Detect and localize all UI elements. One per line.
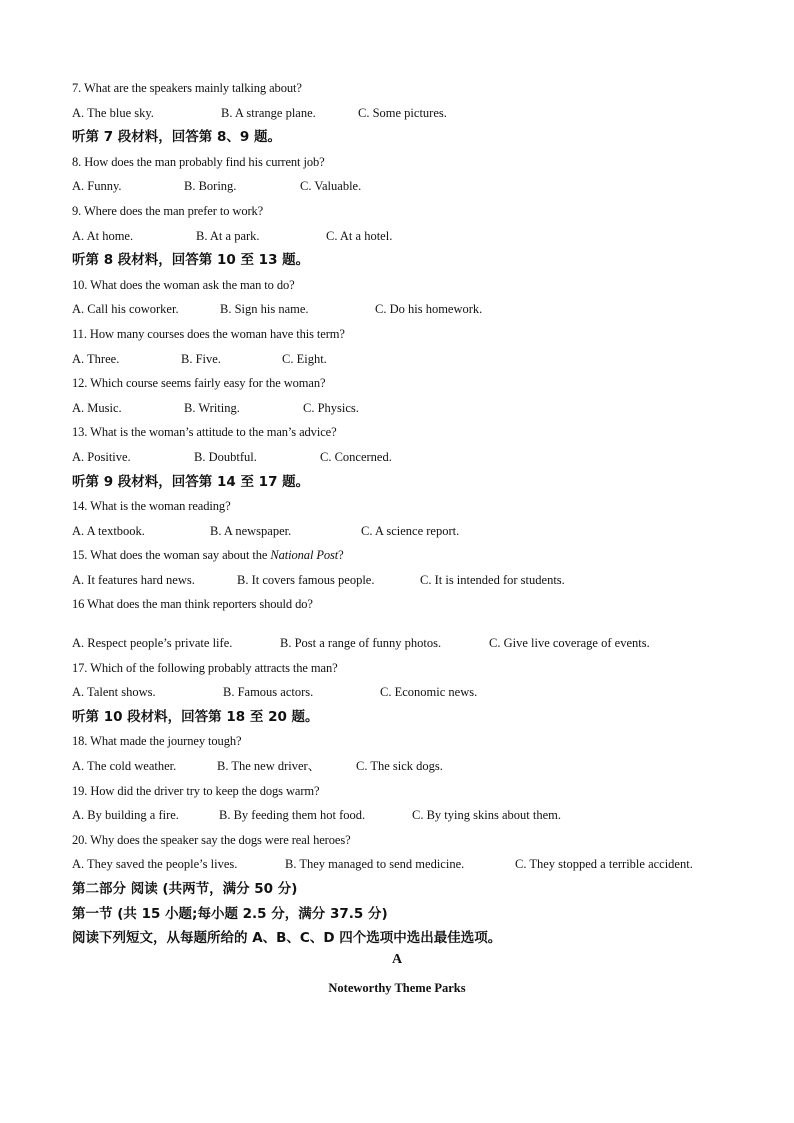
- option-row: [72, 519, 752, 544]
- question-stem: 8. How does the man probably find his current job?: [72, 154, 325, 169]
- answer-option[interactable]: A. Music.: [72, 400, 122, 415]
- spacer: [72, 617, 752, 631]
- answer-option[interactable]: B. A strange plane.: [221, 105, 316, 120]
- answer-option[interactable]: C. They stopped a terrible accident.: [515, 857, 693, 872]
- answer-option[interactable]: C. Valuable.: [300, 179, 362, 194]
- answer-option[interactable]: A. Funny.: [72, 179, 122, 194]
- answer-option[interactable]: C. It is intended for students.: [420, 572, 565, 587]
- answer-option[interactable]: B. At a park.: [196, 228, 260, 243]
- answer-option[interactable]: A. A textbook.: [72, 523, 145, 538]
- answer-option[interactable]: B. By feeding them hot food.: [219, 808, 366, 823]
- answer-option[interactable]: B. A newspaper.: [210, 523, 292, 538]
- answer-option[interactable]: C. Give live coverage of events.: [489, 636, 650, 651]
- question-stem: 17. Which of the following probably attracts the man?: [72, 660, 338, 675]
- passage-title: Noteworthy Theme Parks: [328, 981, 466, 995]
- answer-option[interactable]: B. Five.: [181, 351, 221, 366]
- option-row: [72, 347, 752, 372]
- section-instruction: 听第 10 段材料，回答第 18 至 20 题。: [72, 708, 319, 725]
- option-row: [72, 101, 752, 126]
- question-text: 15. What does the woman say about the: [72, 548, 271, 563]
- passage-letter: A: [391, 952, 403, 967]
- answer-option[interactable]: A. Respect people’s private life.: [72, 636, 233, 651]
- question-stem: 7. What are the speakers mainly talking about?: [72, 81, 302, 95]
- question-stem: 14. What is the woman reading?: [72, 499, 231, 514]
- answer-option[interactable]: A. Call his coworker.: [72, 302, 179, 317]
- answer-option[interactable]: A. At home.: [72, 228, 134, 243]
- answer-option[interactable]: A. Talent shows.: [72, 685, 156, 700]
- answer-option[interactable]: B. It covers famous people.: [237, 572, 375, 587]
- answer-option[interactable]: C. Eight.: [282, 351, 327, 366]
- section-instruction: 第二部分 阅读 (共两节，满分 50 分): [72, 881, 298, 897]
- answer-option[interactable]: B. Boring.: [184, 179, 237, 194]
- answer-option[interactable]: C. At a hotel.: [326, 228, 393, 243]
- answer-option[interactable]: B. The new driver、: [217, 759, 321, 774]
- answer-option[interactable]: A. The cold weather.: [72, 759, 177, 774]
- answer-option[interactable]: C. Concerned.: [320, 449, 392, 464]
- question-stem: 18. What made the journey tough?: [72, 734, 242, 749]
- answer-option[interactable]: B. They managed to send medicine.: [285, 857, 465, 872]
- answer-option[interactable]: C. Economic news.: [380, 685, 478, 700]
- answer-option[interactable]: A. They saved the people’s lives.: [72, 857, 238, 872]
- answer-option[interactable]: A. It features hard news.: [72, 572, 195, 587]
- answer-option[interactable]: B. Doubtful.: [194, 449, 257, 464]
- question-stem: [72, 543, 752, 568]
- answer-option[interactable]: C. By tying skins about them.: [412, 808, 561, 823]
- answer-option[interactable]: C. Do his homework.: [375, 302, 483, 317]
- question-text: ?: [338, 548, 344, 563]
- section-instruction: 第一节 (共 15 小题;每小题 2.5 分，满分 37.5 分): [72, 905, 388, 922]
- newspaper-title: National Post: [270, 548, 339, 563]
- answer-option[interactable]: C. The sick dogs.: [356, 759, 443, 774]
- option-row: [72, 396, 752, 421]
- option-row: [72, 174, 752, 199]
- option-row: [72, 680, 752, 705]
- answer-option[interactable]: A. The blue sky.: [72, 105, 154, 120]
- question-stem: 20. Why does the speaker say the dogs were real heroes?: [72, 832, 351, 847]
- answer-option[interactable]: A. Three.: [72, 351, 120, 366]
- option-row: [72, 803, 752, 828]
- option-row: [72, 297, 752, 322]
- answer-option[interactable]: C. Physics.: [303, 400, 359, 415]
- option-row: [72, 224, 752, 249]
- question-stem: 12. Which course seems fairly easy for the woman?: [72, 376, 326, 391]
- answer-option[interactable]: A. By building a fire.: [72, 808, 179, 823]
- answer-option[interactable]: B. Famous actors.: [223, 685, 314, 700]
- option-row: [72, 754, 752, 779]
- question-stem: 10. What does the woman ask the man to do?: [72, 277, 295, 292]
- question-stem: 9. Where does the man prefer to work?: [72, 203, 264, 218]
- question-stem: 11. How many courses does the woman have this term?: [72, 326, 345, 341]
- question-stem: 16 What does the man think reporters should do?: [72, 597, 313, 612]
- option-row: [72, 631, 752, 656]
- section-instruction: 听第 9 段材料，回答第 14 至 17 题。: [72, 473, 310, 490]
- answer-option[interactable]: C. Some pictures.: [358, 105, 447, 120]
- answer-option[interactable]: B. Sign his name.: [220, 302, 309, 317]
- answer-option[interactable]: B. Post a range of funny photos.: [280, 636, 442, 651]
- answer-option[interactable]: B. Writing.: [184, 400, 240, 415]
- section-instruction: 听第 8 段材料，回答第 10 至 13 题。: [72, 252, 310, 269]
- question-stem: 19. How did the driver try to keep the dogs warm?: [72, 783, 320, 798]
- answer-option[interactable]: A. Positive.: [72, 449, 131, 464]
- option-row: [72, 852, 752, 877]
- section-instruction: 阅读下列短文，从每题所给的 A、B、C、D 四个选项中选出最佳选项。: [72, 930, 502, 947]
- exam-page: [72, 76, 752, 951]
- option-row: [72, 568, 752, 593]
- question-stem: 13. What is the woman’s attitude to the man’s advice?: [72, 425, 337, 440]
- section-instruction: 听第 7 段材料，回答第 8、9 题。: [72, 129, 281, 146]
- answer-option[interactable]: C. A science report.: [361, 523, 460, 538]
- option-row: [72, 445, 752, 470]
